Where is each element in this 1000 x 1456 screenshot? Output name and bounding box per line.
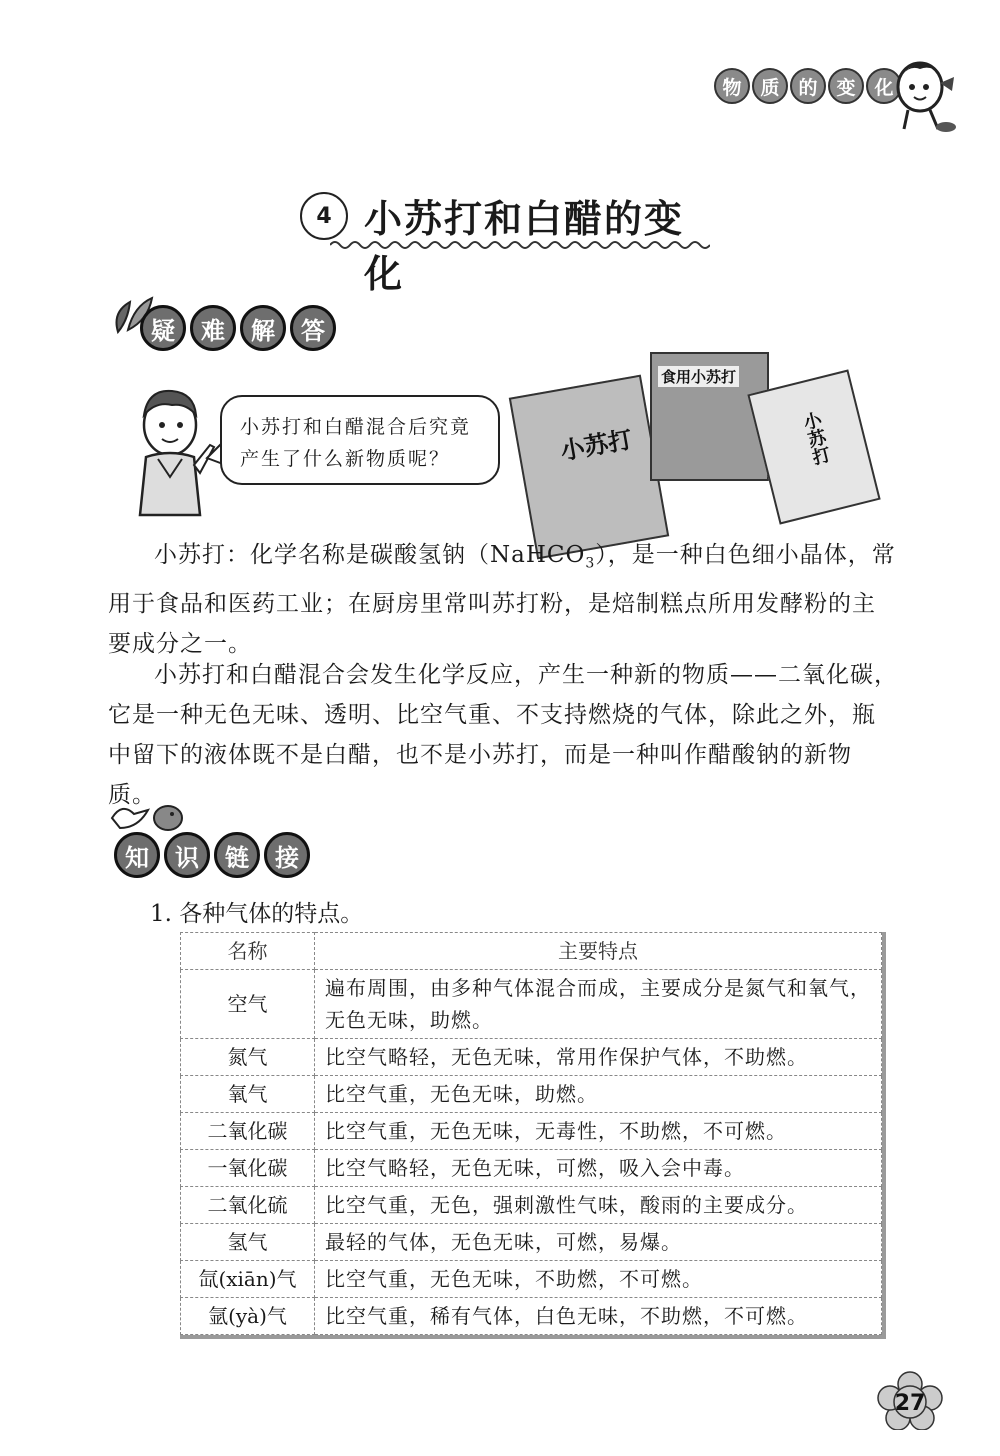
gas-name: 空气 bbox=[181, 970, 315, 1039]
gas-name: 一氧化碳 bbox=[181, 1150, 315, 1187]
table-row bbox=[181, 1113, 882, 1150]
section-char: 解 bbox=[240, 305, 286, 351]
lesson-title-text: 小苏打和白醋的变化 bbox=[364, 197, 685, 296]
gas-feature: 比空气略轻，无色无味，可燃，吸入会中毒。 bbox=[315, 1150, 882, 1187]
section-char: 疑 bbox=[140, 305, 186, 351]
gas-feature: 比空气重，无色，强刺激性气味，酸雨的主要成分。 bbox=[315, 1187, 882, 1224]
table-row bbox=[181, 1150, 882, 1187]
gas-feature: 比空气重，无色无味，助燃。 bbox=[315, 1076, 882, 1113]
gas-feature: 比空气重，稀有气体，白色无味，不助燃，不可燃。 bbox=[315, 1298, 882, 1335]
gas-feature: 比空气重，无色无味，不助燃，不可燃。 bbox=[315, 1261, 882, 1298]
page-number-flower-icon bbox=[870, 1370, 950, 1430]
gas-name: 二氧化碳 bbox=[181, 1113, 315, 1150]
mascot-icon bbox=[890, 55, 960, 135]
chapter-char: 物 bbox=[714, 68, 750, 104]
table-row bbox=[181, 1076, 882, 1113]
gas-name: 氢气 bbox=[181, 1224, 315, 1261]
section-faq-badge bbox=[140, 305, 336, 351]
gas-feature: 比空气略轻，无色无味，常用作保护气体，不助燃。 bbox=[315, 1039, 882, 1076]
table-row bbox=[181, 1224, 882, 1261]
table-row bbox=[181, 1298, 882, 1335]
section-char: 识 bbox=[164, 832, 210, 878]
package-label: 小苏打 bbox=[558, 425, 635, 466]
gas-name: 二氧化硫 bbox=[181, 1187, 315, 1224]
chapter-char: 变 bbox=[828, 68, 864, 104]
gas-feature: 最轻的气体，无色无味，可燃，易爆。 bbox=[315, 1224, 882, 1261]
baking-soda-package-photo bbox=[509, 375, 669, 560]
column-header: 主要特点 bbox=[315, 933, 882, 970]
gas-name: 氙(xiān)气 bbox=[181, 1261, 315, 1298]
package-label: 食用小苏打 bbox=[658, 366, 739, 387]
chapter-char: 的 bbox=[790, 68, 826, 104]
section-link-badge bbox=[114, 832, 310, 878]
lesson-number: 4 bbox=[300, 192, 348, 240]
wave-underline-icon bbox=[330, 238, 710, 252]
section-char: 接 bbox=[264, 832, 310, 878]
gas-feature: 遍布周围，由多种气体混合而成，主要成分是氮气和氧气，无色无味，助燃。 bbox=[315, 970, 882, 1039]
page-number: 27 bbox=[894, 1391, 926, 1416]
gas-name: 氮气 bbox=[181, 1039, 315, 1076]
gas-name: 氧气 bbox=[181, 1076, 315, 1113]
list-title: 1. 各种气体的特点。 bbox=[150, 901, 364, 927]
chapter-char: 质 bbox=[752, 68, 788, 104]
baking-soda-package-photo bbox=[650, 352, 769, 481]
column-header: 名称 bbox=[181, 933, 315, 970]
paragraph-reaction: 小苏打和白醋混合会发生化学反应，产生一种新的物质——二氧化碳，它是一种无色无味、透明、比空气重、不支持燃烧的气体，除此之外，瓶中留下的液体既不是白醋，也不是小苏打，而是一种叫作醋酸钠的新物质。 bbox=[108, 662, 898, 808]
table-row bbox=[181, 1187, 882, 1224]
table-row bbox=[181, 1039, 882, 1076]
bubble-line: 产生了什么新物质呢？ bbox=[240, 448, 451, 470]
table-header-row bbox=[181, 933, 882, 970]
bird-icon bbox=[108, 798, 188, 834]
package-label: 小苏打 bbox=[798, 409, 833, 468]
speech-bubble bbox=[220, 395, 500, 485]
section-char: 答 bbox=[290, 305, 336, 351]
chapter-header-badge bbox=[714, 68, 902, 104]
section-char: 链 bbox=[214, 832, 260, 878]
gas-name: 氩(yà)气 bbox=[181, 1298, 315, 1335]
baking-soda-package-photo bbox=[747, 369, 880, 524]
section-char: 知 bbox=[114, 832, 160, 878]
gas-feature: 比空气重，无色无味，无毒性，不助燃，不可燃。 bbox=[315, 1113, 882, 1150]
gas-properties-table bbox=[180, 932, 886, 1339]
chapter-char: 化 bbox=[866, 68, 902, 104]
paragraph-baking-soda: 小苏打：化学名称是碳酸氢钠（NaHCO$_3$），是一种白色细小晶体，常用于食品和医药工业；在厨房里常叫苏打粉，是焙制糕点所用发酵粉的主要成分之一。 bbox=[108, 542, 896, 657]
table-row bbox=[181, 970, 882, 1039]
lesson-title bbox=[300, 188, 720, 296]
bubble-line: 小苏打和白醋混合后究竟 bbox=[240, 416, 472, 438]
table-row bbox=[181, 1261, 882, 1298]
section-char: 难 bbox=[190, 305, 236, 351]
